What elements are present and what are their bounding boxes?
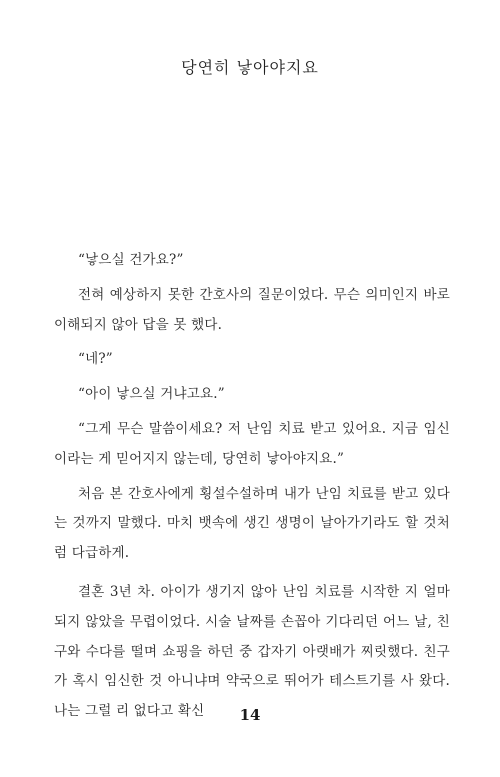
paragraph-dialogue-2: “네?” (78, 351, 113, 368)
paragraph-dialogue-3: “아이 낳으실 거냐고요.” (78, 386, 225, 403)
paragraph-narration-3: 결혼 3년 차. 아이가 생기지 않아 난임 치료를 시작한 지 얼마 되지 않았을 무렵이었다. 시술 날짜를 손꼽아 기다리던 어느 날, 친구와 수다를 떨며 쇼핑을 하던 중 갑자기 아랫배가 찌릿했다. 친구가 혹시 임신한 것 아니냐며 약국으로 뛰어가 테스트기를 사 왔다. 나는 그럴 리 없다고 확신 (54, 583, 450, 720)
paragraph-dialogue-4: “그게 무슨 말씀이세요? 저 난임 치료 받고 있어요. 지금 임신이라는 게 믿어지지 않는데, 당연히 낳아야지요.” (54, 420, 450, 467)
body-text (54, 246, 450, 732)
paragraph-narration-2: 처음 본 간호사에게 횡설수설하며 내가 난임 치료를 받고 있다는 것까지 말했다. 마치 뱃속에 생긴 생명이 날아가기라도 할 것처럼 다급하게. (54, 485, 450, 562)
paragraph-narration-1: 전혀 예상하지 못한 간호사의 질문이었다. 무슨 의미인지 바로 이해되지 않아 답을 못 했다. (54, 286, 450, 333)
chapter-title: 당연히 낳아야지요 (181, 58, 319, 77)
page-number: 14 (239, 706, 261, 724)
paragraph-dialogue-1: “낳으실 건가요?” (78, 252, 184, 268)
